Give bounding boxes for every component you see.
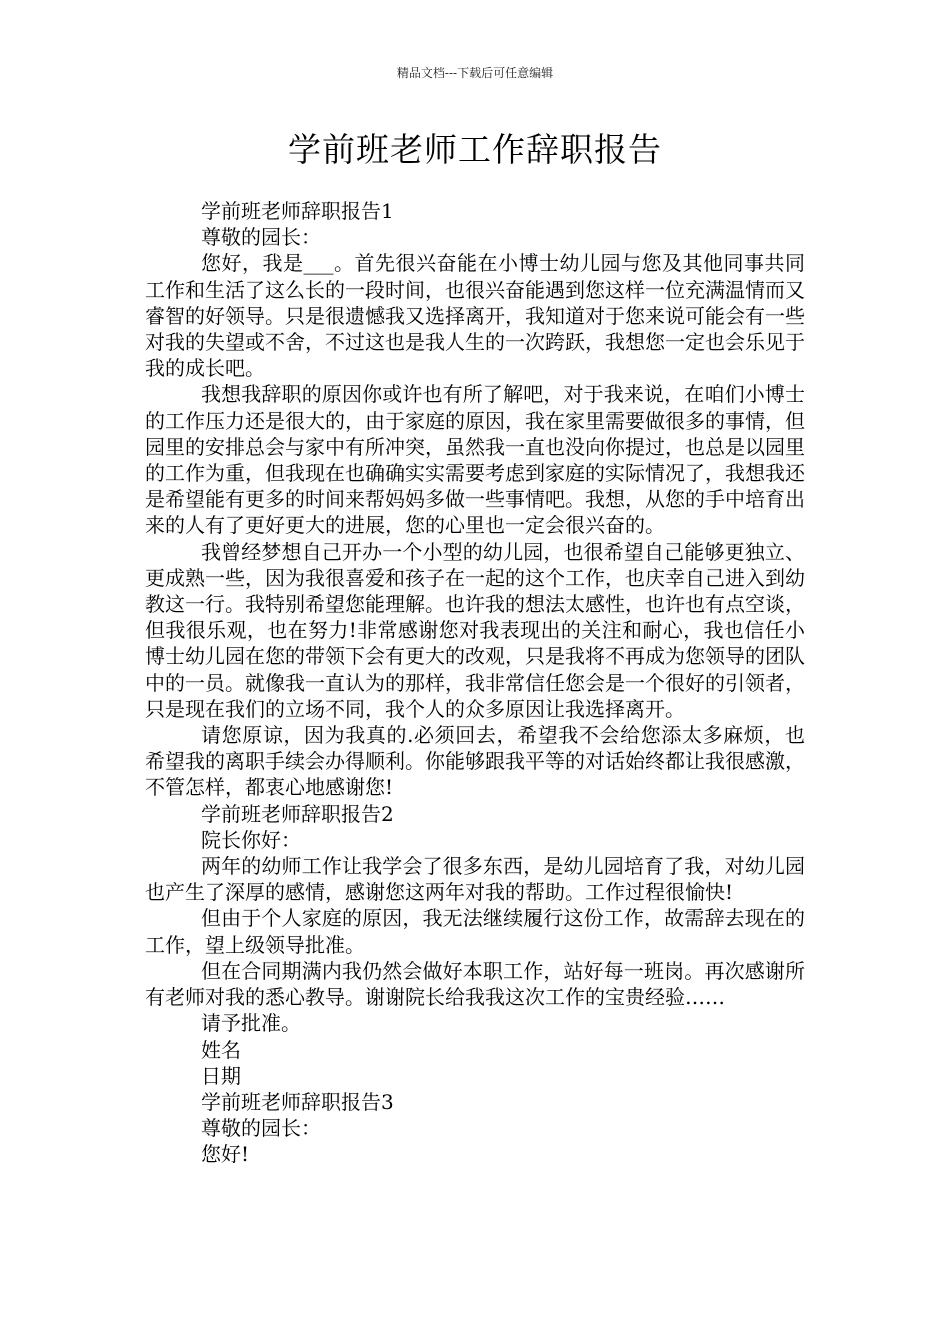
report3-greeting: 您好! — [201, 1142, 250, 1167]
report2-paragraph-3: 但在合同期满内我仍然会做好本职工作，站好每一班岗。再次感谢所有老师对我的悉心教导。谢谢院长给我我这次工作的宝贵经验…… — [145, 958, 805, 1010]
report3-salutation: 尊敬的园长： — [201, 1116, 321, 1141]
report1-salutation: 尊敬的园长： — [201, 225, 321, 250]
report2-date: 日期 — [201, 1063, 241, 1088]
report1-heading: 学前班老师辞职报告1 — [201, 199, 394, 223]
report2-request: 请予批准。 — [201, 1011, 301, 1036]
report2-heading: 学前班老师辞职报告2 — [201, 801, 394, 826]
report3-heading: 学前班老师辞职报告3 — [201, 1089, 394, 1114]
report2-name: 姓名 — [201, 1037, 241, 1062]
document-body — [145, 198, 805, 1168]
header-note: 精品文档---下载后可任意编辑 — [396, 66, 554, 80]
report2-salutation: 院长你好： — [201, 827, 301, 852]
report1-paragraph-3: 我曾经梦想自己开办一个小型的幼儿园，也很希望自己能够更独立、更成熟一些，因为我很喜爱和孩子在一起的这个工作，也庆幸自己进入到幼教这一行。我特别希望您能理解。也许我的想法太感性，也许也有点空谈，但我很乐观，也在努力!非常感谢您对我表现出的关注和耐心，我也信任小博士幼儿园在您的带领下会有更大的改观，只是我将不再成为您领导的团队中的一员。就像我一直认为的那样，我非常信任您会是一个很好的引领者，只是现在我们的立场不同，我个人的众多原因让我选择离开。 — [145, 539, 805, 721]
report1-paragraph-1: 您好，我是___。首先很兴奋能在小博士幼儿园与您及其他同事共同工作和生活了这么长的一段时间，也很兴奋能遇到您这样一位充满温情而又睿智的好领导。只是很遗憾我又选择离开，我知道对于您来说可能会有一些对我的失望或不舍，不过这也是我人生的一次跨跃，我想您一定也会乐见于我的成长吧。 — [145, 251, 805, 381]
report1-paragraph-4: 请您原谅，因为我真的.必须回去，希望我不会给您添太多麻烦，也希望我的离职手续会办得顺利。你能够跟我平等的对话始终都让我很感激，不管怎样，都衷心地感谢您! — [145, 723, 805, 800]
document-title: 学前班老师工作辞职报告 — [288, 130, 662, 169]
report2-paragraph-2: 但由于个人家庭的原因，我无法继续履行这份工作，故需辞去现在的工作，望上级领导批准。 — [145, 906, 805, 957]
report2-paragraph-1: 两年的幼师工作让我学会了很多东西，是幼儿园培育了我，对幼儿园也产生了深厚的感情，感谢您这两年对我的帮助。工作过程很愉快! — [145, 854, 805, 905]
report1-paragraph-2: 我想我辞职的原因你或许也有所了解吧，对于我来说，在咱们小博士的工作压力还是很大的，由于家庭的原因，我在家里需要做很多的事情，但园里的安排总会与家中有所冲突，虽然我一直也没向你提过，也总是以园里的工作为重，但我现在也确确实实需要考虑到家庭的实际情况了，我想我还是希望能有更多的时间来帮妈妈多做一些事情吧。我想，从您的手中培育出来的人有了更好更大的进展，您的心里也一定会很兴奋的。 — [145, 382, 805, 538]
